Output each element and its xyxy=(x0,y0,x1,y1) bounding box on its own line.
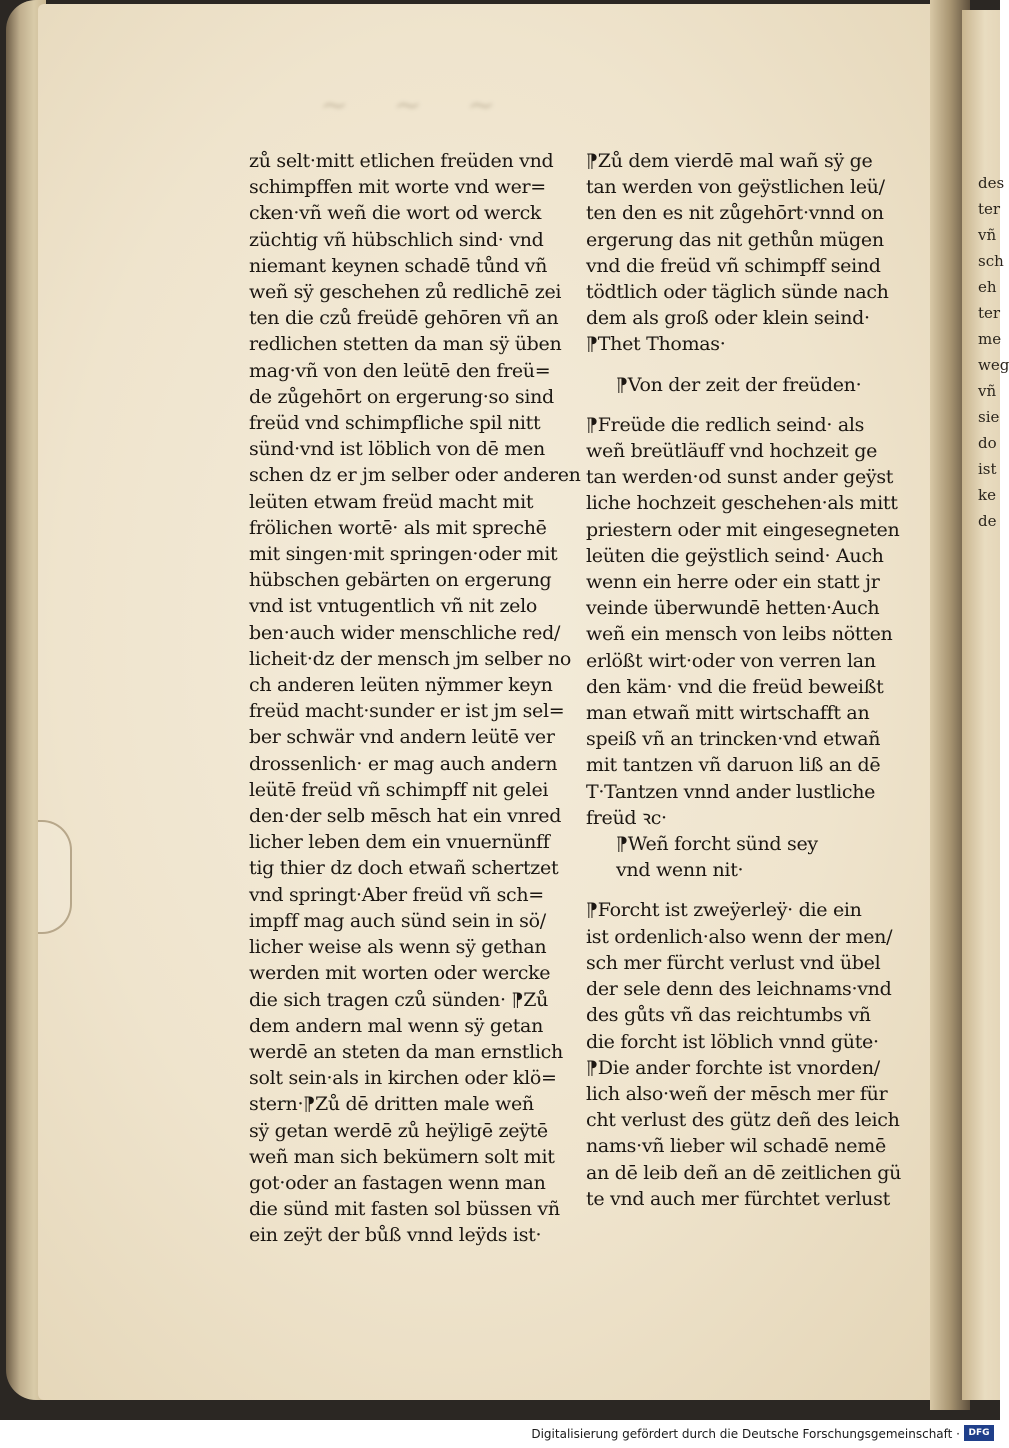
text-line: ⁋Von der zeit der freüden· xyxy=(616,373,862,396)
show-through-heading: ~ ~ ~ xyxy=(320,85,496,125)
next-page-fragment: me xyxy=(978,330,1002,348)
text-line: der sele denn des leichnams·vnd xyxy=(586,978,892,1001)
text-column-right xyxy=(586,148,902,1212)
text-line: ⁋Thet Thomas· xyxy=(586,333,726,356)
text-line: ch anderen leüten nÿmmer keyn xyxy=(249,674,553,697)
text-line: ⁋Die ander forchte ist vnorden/ xyxy=(586,1056,880,1079)
text-line: lich also·weñ der mēsch mer für xyxy=(586,1082,888,1105)
text-line: tan werden von geÿstlichen leü/ xyxy=(586,176,885,199)
text-line: zů selt·mitt etlichen freüden vnd xyxy=(249,150,554,172)
text-line: tig thier dz doch etwañ schertzet xyxy=(249,857,559,880)
next-page-fragment: vñ xyxy=(978,226,997,244)
next-page-fragment: do xyxy=(978,434,997,452)
text-line: mag·vñ von den leütē den freü= xyxy=(249,359,551,382)
text-line: ein zeÿt der bůß vnnd leÿds ist· xyxy=(249,1224,542,1247)
footer-bar xyxy=(0,1420,1000,1448)
next-page-fragment: sie xyxy=(978,408,1000,426)
text-line: ten die czů freüdē gehōren vñ an xyxy=(249,307,559,330)
text-line: cken·vñ weñ die wort od werck xyxy=(249,202,542,225)
text-line: vnd die freüd vñ schimpff seind xyxy=(586,254,881,277)
text-line: drossenlich· er mag auch andern xyxy=(249,752,558,775)
text-line: werdē an steten da man ernstlich xyxy=(249,1040,563,1063)
text-line: dem als groß oder klein seind· xyxy=(586,307,870,330)
text-line: man etwañ mitt wirtschafft an xyxy=(586,702,870,725)
text-line: den·der selb mēsch hat ein vnred xyxy=(249,805,562,828)
next-page-fragment: ter xyxy=(978,304,1001,322)
funding-credit: Digitalisierung gefördert durch die Deutsche Forschungsgemeinschaft · xyxy=(531,1427,960,1441)
text-line: tödtlich oder täglich sünde nach xyxy=(586,281,889,304)
text-line: freüd ꝛc· xyxy=(586,806,667,829)
text-line: den käm· vnd die freüd beweißt xyxy=(586,675,884,698)
text-line: ben·auch wider menschliche red/ xyxy=(249,621,561,644)
text-line: die forcht ist löblich vnnd güte· xyxy=(586,1030,879,1053)
text-line: vnd wenn nit· xyxy=(616,859,744,882)
text-line: nams·vñ lieber wil schadē nemē xyxy=(586,1135,886,1158)
text-line: mit singen·mit springen·oder mit xyxy=(249,543,558,566)
text-line: niemant keynen schadē tůnd vñ xyxy=(249,254,548,277)
text-line: cht verlust des gütz deñ des leich xyxy=(586,1109,900,1132)
text-line: licheit·dz der mensch jm selber no xyxy=(249,647,571,670)
next-page-fragment: vñ xyxy=(978,382,997,400)
text-line: ⁋Freüde die redlich seind· als xyxy=(586,413,865,436)
text-line: stern·⁋Zů dē dritten male weñ xyxy=(249,1093,534,1116)
text-line: solt sein·als in kirchen oder klö= xyxy=(249,1067,557,1090)
text-line: liche hochzeit geschehen·als mitt xyxy=(586,492,898,515)
text-line: tan werden·od sunst ander geÿst xyxy=(586,466,894,489)
text-line: leütē freüd vñ schimpff nit gelei xyxy=(249,778,549,801)
next-page-fragment: ter xyxy=(978,200,1001,218)
text-line: veinde überwundē hetten·Auch xyxy=(586,597,880,620)
text-line: de zůgehōrt on ergerung·so sind xyxy=(249,385,554,408)
dfg-logo: DFG xyxy=(964,1425,994,1441)
text-line: züchtig vñ hübschlich sind· vnd xyxy=(249,228,544,251)
text-line: hübschen gebärten on ergerung xyxy=(249,569,552,592)
text-line: erlößt wirt·oder von verren lan xyxy=(586,649,876,672)
text-line: weñ sÿ geschehen zů redlichē zei xyxy=(249,281,562,304)
text-line: ergerung das nit gethůn mügen xyxy=(586,228,884,251)
text-line: schen dz er jm selber oder anderen xyxy=(249,464,581,487)
text-line: des gůts vñ das reichtumbs vñ xyxy=(586,1004,871,1027)
text-line: speiß vñ an trincken·vnd etwañ xyxy=(586,728,881,751)
next-page-fragment: ke xyxy=(978,486,996,504)
text-line: an dē leib deñ an dē zeitlichen gü xyxy=(586,1161,902,1184)
text-line: dem andern mal wenn sÿ getan xyxy=(249,1014,544,1037)
text-line: ten den es nit zůgehōrt·vnnd on xyxy=(586,202,884,225)
text-line: schimpffen mit worte vnd wer= xyxy=(249,176,546,199)
clasp-shadow xyxy=(38,820,72,934)
next-page-fragment: ist xyxy=(978,460,997,478)
text-line: leüten die geÿstlich seind· Auch xyxy=(586,544,884,567)
text-line: T·Tantzen vnnd ander lustliche xyxy=(586,780,876,803)
text-line: vnd ist vntugentlich vñ nit zelo xyxy=(249,595,538,618)
text-line: vnd springt·Aber freüd vñ sch= xyxy=(249,883,544,906)
text-line: redlichen stetten da man sÿ üben xyxy=(249,333,562,356)
text-line: weñ man sich bekümern solt mit xyxy=(249,1145,555,1168)
text-line: licher leben dem ein vnuernünff xyxy=(249,831,550,854)
text-line: freüd vnd schimpfliche spil nitt xyxy=(249,412,541,435)
text-line: weñ ein mensch von leibs nötten xyxy=(586,623,893,646)
text-line: die sünd mit fasten sol büssen vñ xyxy=(249,1198,560,1221)
text-line: impff mag auch sünd sein in sö/ xyxy=(249,909,546,932)
text-line: ⁋Forcht ist zweÿerleÿ· die ein xyxy=(586,899,862,922)
text-line: ⁋Zů dem vierdē mal wañ sÿ ge xyxy=(586,150,873,172)
text-line: te vnd auch mer fürchtet verlust xyxy=(586,1187,890,1210)
text-line: frölichen wortē· als mit sprechē xyxy=(249,516,547,539)
text-column-left xyxy=(249,148,581,1249)
text-line: licher weise als wenn sÿ gethan xyxy=(249,936,547,959)
next-page-fragment: weg xyxy=(978,356,1009,374)
text-line: ⁋Weñ forcht sünd sey xyxy=(616,833,818,856)
next-page-fragment: sch xyxy=(978,252,1004,270)
text-line: leüten etwam freüd macht mit xyxy=(249,490,534,513)
text-line: ber schwär vnd andern leütē ver xyxy=(249,726,555,749)
text-line: got·oder an fastagen wenn man xyxy=(249,1171,546,1194)
text-line: die sich tragen czů sünden· ⁋Zů xyxy=(249,988,549,1011)
text-line: freüd macht·sunder er ist jm sel= xyxy=(249,700,565,723)
text-line: sch mer fürcht verlust vnd übel xyxy=(586,951,881,974)
text-line: sünd·vnd ist löblich von dē men xyxy=(249,438,545,461)
text-line: ist ordenlich·also wenn der men/ xyxy=(586,925,893,948)
next-page-text-fragments xyxy=(978,170,1009,534)
next-page-fragment: de xyxy=(978,512,997,530)
text-line: sÿ getan werdē zů heÿligē zeÿtē xyxy=(249,1119,548,1142)
text-line: wenn ein herre oder ein statt jr xyxy=(586,571,880,594)
next-page-fragment: eh xyxy=(978,278,997,296)
text-line: priestern oder mit eingesegneten xyxy=(586,518,900,541)
next-page-fragment: des xyxy=(978,174,1005,192)
text-line: werden mit worten oder wercke xyxy=(249,962,551,985)
text-line: mit tantzen vñ daruon liß an dē xyxy=(586,754,881,777)
text-line: weñ breütläuff vnd hochzeit ge xyxy=(586,440,878,463)
